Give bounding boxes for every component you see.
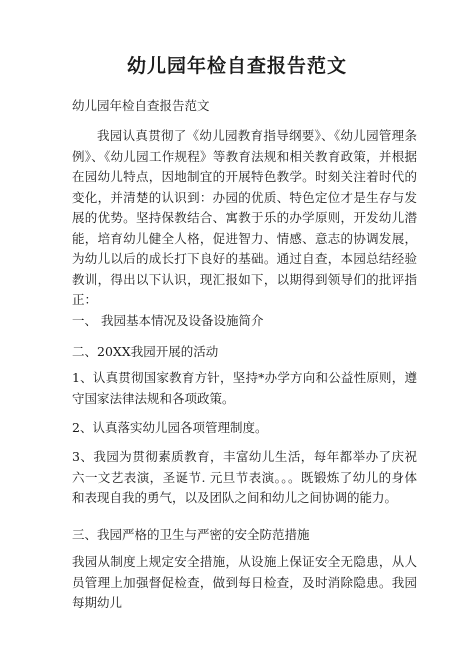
- list-item-2: 2、认真落实幼儿园各项管理制度。: [72, 420, 268, 435]
- document-title: 幼儿园年检自查报告范文: [126, 55, 347, 77]
- safety-paragraph: 我园从制度上规定安全措施，从设施上保证安全无隐患，从人员管理上加强督促检查，做到每日检查，及时消除隐患。我园每期幼儿: [72, 554, 417, 610]
- section-heading-3: 三、我园严格的卫生与严密的安全防范措施: [72, 527, 310, 542]
- section-heading-1: 一、 我园基本情况及设备设施简介: [72, 313, 264, 328]
- intro-paragraph: 我园认真贯彻了《幼儿园教育指导纲要》、《幼儿园管理条例》、《幼儿园工作规程》等教育法规和相关教育政策，并根据在园幼儿特点，因地制宜的开展特色教学。时刻关注着时代的变化，并清楚的认识到：办园的优质、特色定位才是生存与发展的优势。坚持保教结合、寓教于乐的办学原则，开发幼儿潜能，培育幼儿健全人格，促进智力、情感、意志的协调发展，为幼儿以后的成长打下良好的基础。通过自查，本园总结经验教训，得出以下认识，现汇报如下，以期得到领导们的批评指正：: [72, 128, 417, 307]
- document-subtitle: 幼儿园年检自查报告范文: [72, 98, 210, 113]
- list-item-3: 3、我园为贯彻素质教育，丰富幼儿生活，每年都举办了庆祝六一文艺表演，圣诞节. 元旦节表演。。。既锻炼了幼儿的身体和表现自我的勇气，以及团队之间和幼儿之间协调的能力。: [72, 449, 417, 505]
- list-item-1: 1、认真贯彻国家教育方针，坚持*办学方向和公益性原则，遵守国家法律法规和各项政策。: [72, 370, 417, 406]
- section-heading-2: 二、20XX我园开展的活动: [72, 344, 219, 359]
